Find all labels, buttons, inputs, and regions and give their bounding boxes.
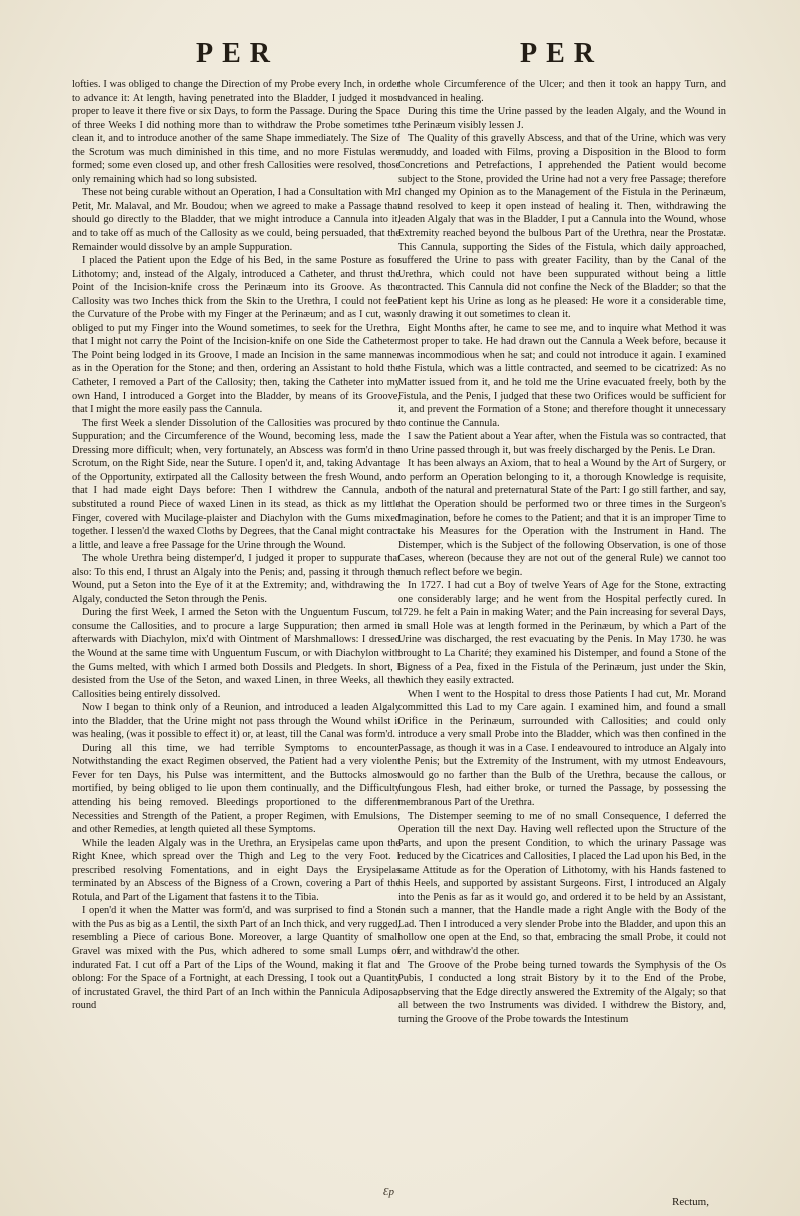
paragraph: the whole Circumference of the Ulcer; and then it took an happy Turn, and advanced in healing. xyxy=(398,79,726,104)
paragraph: In 1727. I had cut a Boy of twelve Years of Age for the Stone, extracting one considerably large; and he went from the Hospital perfectly cured. In 1729. he felt a Pain in making Water; and the Pain increasing for several Days, a small Hole was at length formed in the Perinæum, by which a Part of the Urine was discharged, the rest evacuating by the Penis. In May 1730. he was brought to La Charité; they examined his Distemper, and found a Stone of the Bigness of a Pea, fixed in the Fistula of the Perinæum, just under the Skin, which they easily extracted. xyxy=(398,580,726,687)
catchword: Rectum, xyxy=(672,1196,709,1208)
right-column xyxy=(398,78,726,1026)
paragraph: The Quality of this gravelly Abscess, and that of the Urine, which was very muddy, and loaded with Films, proving a Disposition in the Blood to form Concretions and Petrefactions, I apprehended the Patient would become subject to the Stone, provided the Urine had not a very free Passage; therefore I changed my Opinion as to the Management of the Fistula in the Perinæum, and resolved to keep it open instead of healing it. Then, withdrawing the leaden Algaly that was in the Bladder, I put a Cannula into the Wound, whose Extremity reached beyond the bulbous Part of the Urethra, near the Prostatæ. This Cannula, supporting the Sides of the Fistula, which daily approached, suffered the Urine to pass with greater Facility, than by the Canal of the Urethra, which could not have been suppurated without being a little contracted. This Cannula did not confine the Neck of the Bladder; so that the Patient kept his Urine as long as he pleased: He wore it a considerable time, only drawing it out sometimes to clean it. xyxy=(398,133,726,321)
paragraph: These not being curable without an Operation, I had a Consultation with Mr. Petit, Mr. Malaval, and Mr. Boudou; when we agreed to make a Passage that should go directly to the Bladder, that we might introduce a Cannula into it, and to take off as much of the Callosity as we could, being persuaded, that the Remainder would dissolve by an ample Suppuration. xyxy=(72,187,400,253)
paragraph: Eight Months after, he came to see me, and to inquire what Method it was most proper to take. He had drawn out the Cannula a Week before, because it was incommodious when he sat; and could not introduce it again. I examined the Fistula, which was a little contracted, and seemed to be cicatrized: As no Matter issued from it, and he told me the Urine evacuated freely, both by the Fistula, and the Penis, I judged that these two Orifices would be sufficient for it, and prevent the Formation of a Stone; and therefore thought it unnecessary to continue the Cannula. xyxy=(398,322,726,429)
left-column xyxy=(72,78,400,1013)
signature-mark: Ɛp xyxy=(383,1186,394,1198)
paragraph: It has been always an Axiom, that to heal a Wound by the Art of Surgery, or to perform an Operation belonging to it, a thorough Knowledge is requisite, both of the natural and preternatural State of the Part: I go still farther, and say, that the Operation should be performed two or three times in the Surgeon's Imagination, before he comes to the Patient; and that it is an improper Time to take his Measures for the Operation with the Instrument in Hand. The Distemper, which is the Subject of the following Observation, is one of those Cases, whereon (because they are not out of the general Rule) we cannot too much reflect before we begin. xyxy=(398,458,726,578)
paragraph: I placed the Patient upon the Edge of his Bed, in the same Posture as for Lithotomy; and, instead of the Algaly, introduced a Catheter, and thrust the Point of the Incision-knife cross the Perinæum into its Groove. As the Callosity was two Inches thick from the Skin to the Urethra, I could not feel the Curvature of the Probe with my Finger at the Perinæum; and as I cut, was obliged to put my Finger into the Wound sometimes, to seek for the Urethra, that I might not carry the Point of the Incision-knife on one Side the Catheter. The Point being lodged in its Groove, I made an Incision in the same manner as in the Operation for the Stone; and then, ordering an Assistant to hold the Catheter, I removed a Part of the Callosity; then, taking the Catheter into my own Hand, I introduced a Gorget into the Bladder, by means of its Groove, that I might the more easily pass the Cannula. xyxy=(72,255,400,416)
paragraph: While the leaden Algaly was in the Urethra, an Erysipelas came upon the Right Knee, which spread over the Thigh and Leg to the very Foot. I prescribed resolving Fomentations, and in eight Days the Erysipelas terminated by an Abscess of the Bigness of a Crown, covering a Part of the Rotula, and Part of the Ligament that fastens it to the Tibia. xyxy=(72,837,400,903)
paragraph: Now I began to think only of a Reunion, and introduced a leaden Algaly into the Bladder, that the Urine might not pass through the Wound whilst it was healing, (was it possible to effect it) or, at least, till the Canal was form'd. xyxy=(72,702,400,741)
running-head-right: PER xyxy=(520,38,603,69)
paragraph: During this time the Urine passed by the leaden Algaly, and the Wound in the Perinæum visibly lessen J. xyxy=(398,106,726,131)
paragraph: I open'd it when the Matter was form'd, and was surprised to find a Stone with the Pus as big as a Lentil, the sixth Part of an Inch thick, and very rugged, resembling a Piece of carious Bone. Moreover, a large Quantity of small Gravel was mixed with the Pus, which adhered to some small Lumps of indurated Fat. I cut off a Part of the Lips of the Wound, making it flat and oblong: For the Space of a Fortnight, at each Dressing, I took out a Quantity of incrustated Gravel, the third Part of an Inch within the Pannicula Adiposa, round xyxy=(72,905,400,1012)
paragraph: During the first Week, I armed the Seton with the Unguentum Fuscum, to consume the Callosities, and to procure a large Suppuration; then armed it afterwards with Diachylon, mix'd with Ointment of Marshmallows: I dressed the Wound at the same time with Unguentum Fuscum, or with Diachylon with the Gums melted, with which I armed both Dossils and Pledgets. In short, I desisted from the Use of the Seton, and waxed Linen, in three Weeks, all the Callosities being entirely dissolved. xyxy=(72,607,400,700)
paragraph: The Groove of the Probe being turned towards the Symphysis of the Os Pubis, I conducted a long strait Bistory by it to the End of the Probe, observing that the Edge directly answered the Extremity of the Algaly; so that all between the two Instruments was divided. I withdrew the Bistory, and, turning the Groove of the Probe towards the Intestinum xyxy=(398,959,726,1025)
paragraph: During all this time, we had terrible Symptoms to encounter. Notwithstanding the exact Regimen observed, the Patient had a very violent Fever for ten Days, his Pulse was intermittent, and the Buttocks almost mortified, by being obliged to lie upon them continually, and the Difficulty attending his being removed. Bleedings proportioned to the different Necessities and Strength of the Patient, a proper Regimen, with Emulsions, and other Remedies, at length quieted all these Symptoms. xyxy=(72,742,400,836)
paragraph: The whole Urethra being distemper'd, I judged it proper to suppurate that also: To this end, I thrust an Algaly into the Penis; and, passing it through the Wound, put a Seton into the Eye of it at the Extremity; and, withdrawing the Algaly, conducted the Seton through the Penis. xyxy=(72,553,400,605)
running-head-left: PER xyxy=(196,38,279,69)
paragraph: The Distemper seeming to me of no small Consequence, I deferred the Operation till the next Day. Having well reflected upon the Structure of the Parts, and upon the present Condition, to which the urinary Passage was reduced by the Cicatrices and Callosities, I placed the Lad upon his Bed, in the same Attitude as for the Operation of Lithotomy, with his Hands fastened to his Heels, and supported by assistant Surgeons. First, I introduced an Algaly into the Penis as far as it would go, and ordered it to be held by an Assistant, in such a manner, that the Handle made a right Angle with the Body of the Lad. Then I introduced a very slender Probe into the Bladder, and upon this an hollow one open at the End, so that, embracing the small Probe, it could not err, and withdraw'd the other. xyxy=(398,810,726,957)
paragraph: I saw the Patient about a Year after, when the Fistula was so contracted, that no Urine passed through it, but was freely discharged by the Penis. Le Dran. xyxy=(398,431,726,456)
paragraph: When I went to the Hospital to dress those Patients I had cut, Mr. Morand committed this Lad to my Care again. I examined him, and found a small Orifice in the Perinæum, surrounded with Callosities; and could only introduce a very small Probe into the Bladder, which was then confined in the Passage, as though it was in a Case. I endeavoured to introduce an Algaly into the Penis; but the Extremity of the Instrument, with my utmost Endeavours, would go no farther than the Bulb of the Urethra, because the callous, or fungous Flesh, had either broke, or turned the Passage, by possessing the membranous Part of the Urethra. xyxy=(398,688,726,808)
paragraph: lofties. I was obliged to change the Direction of my Probe every Inch, in order to advance it: At length, having penetrated into the Bladder, I judged it most proper to leave it there five or six Days, to form the Passage. During the Space of three Weeks I did nothing more than to withdraw the Probe sometimes to clean it, and to introduce another of the same Shape immediately. The Size of the Scrotum was much diminished in this time, and no more Fistulas were formed; some even closed up, and other fresh Callosities were resolved, those only remaining which had so long subsisted. xyxy=(72,79,400,185)
paragraph: The first Week a slender Dissolution of the Callosities was procured by the Suppuration; and the Circumference of the Wound, becoming less, made the Dressing more difficult; when, very fortunately, an Abscess was form'd in the Scrotum, on the Right Side, near the Suture. I open'd it, and, taking Advantage of the Opportunity, extirpated all the Callosity between the fresh Wound, and that I had made eight Days before: Then I withdrew the Cannula, and substituted a round Piece of waxed Linen in its stead, as thick as my little Finger, covered with Mucilage-plaister and Diachylon with the Gums mixed together. I lessen'd the waxed Cloths by Degrees, that the Canal might contract a little, and leave a free Passage for the Urine through the Wound. xyxy=(72,417,400,551)
